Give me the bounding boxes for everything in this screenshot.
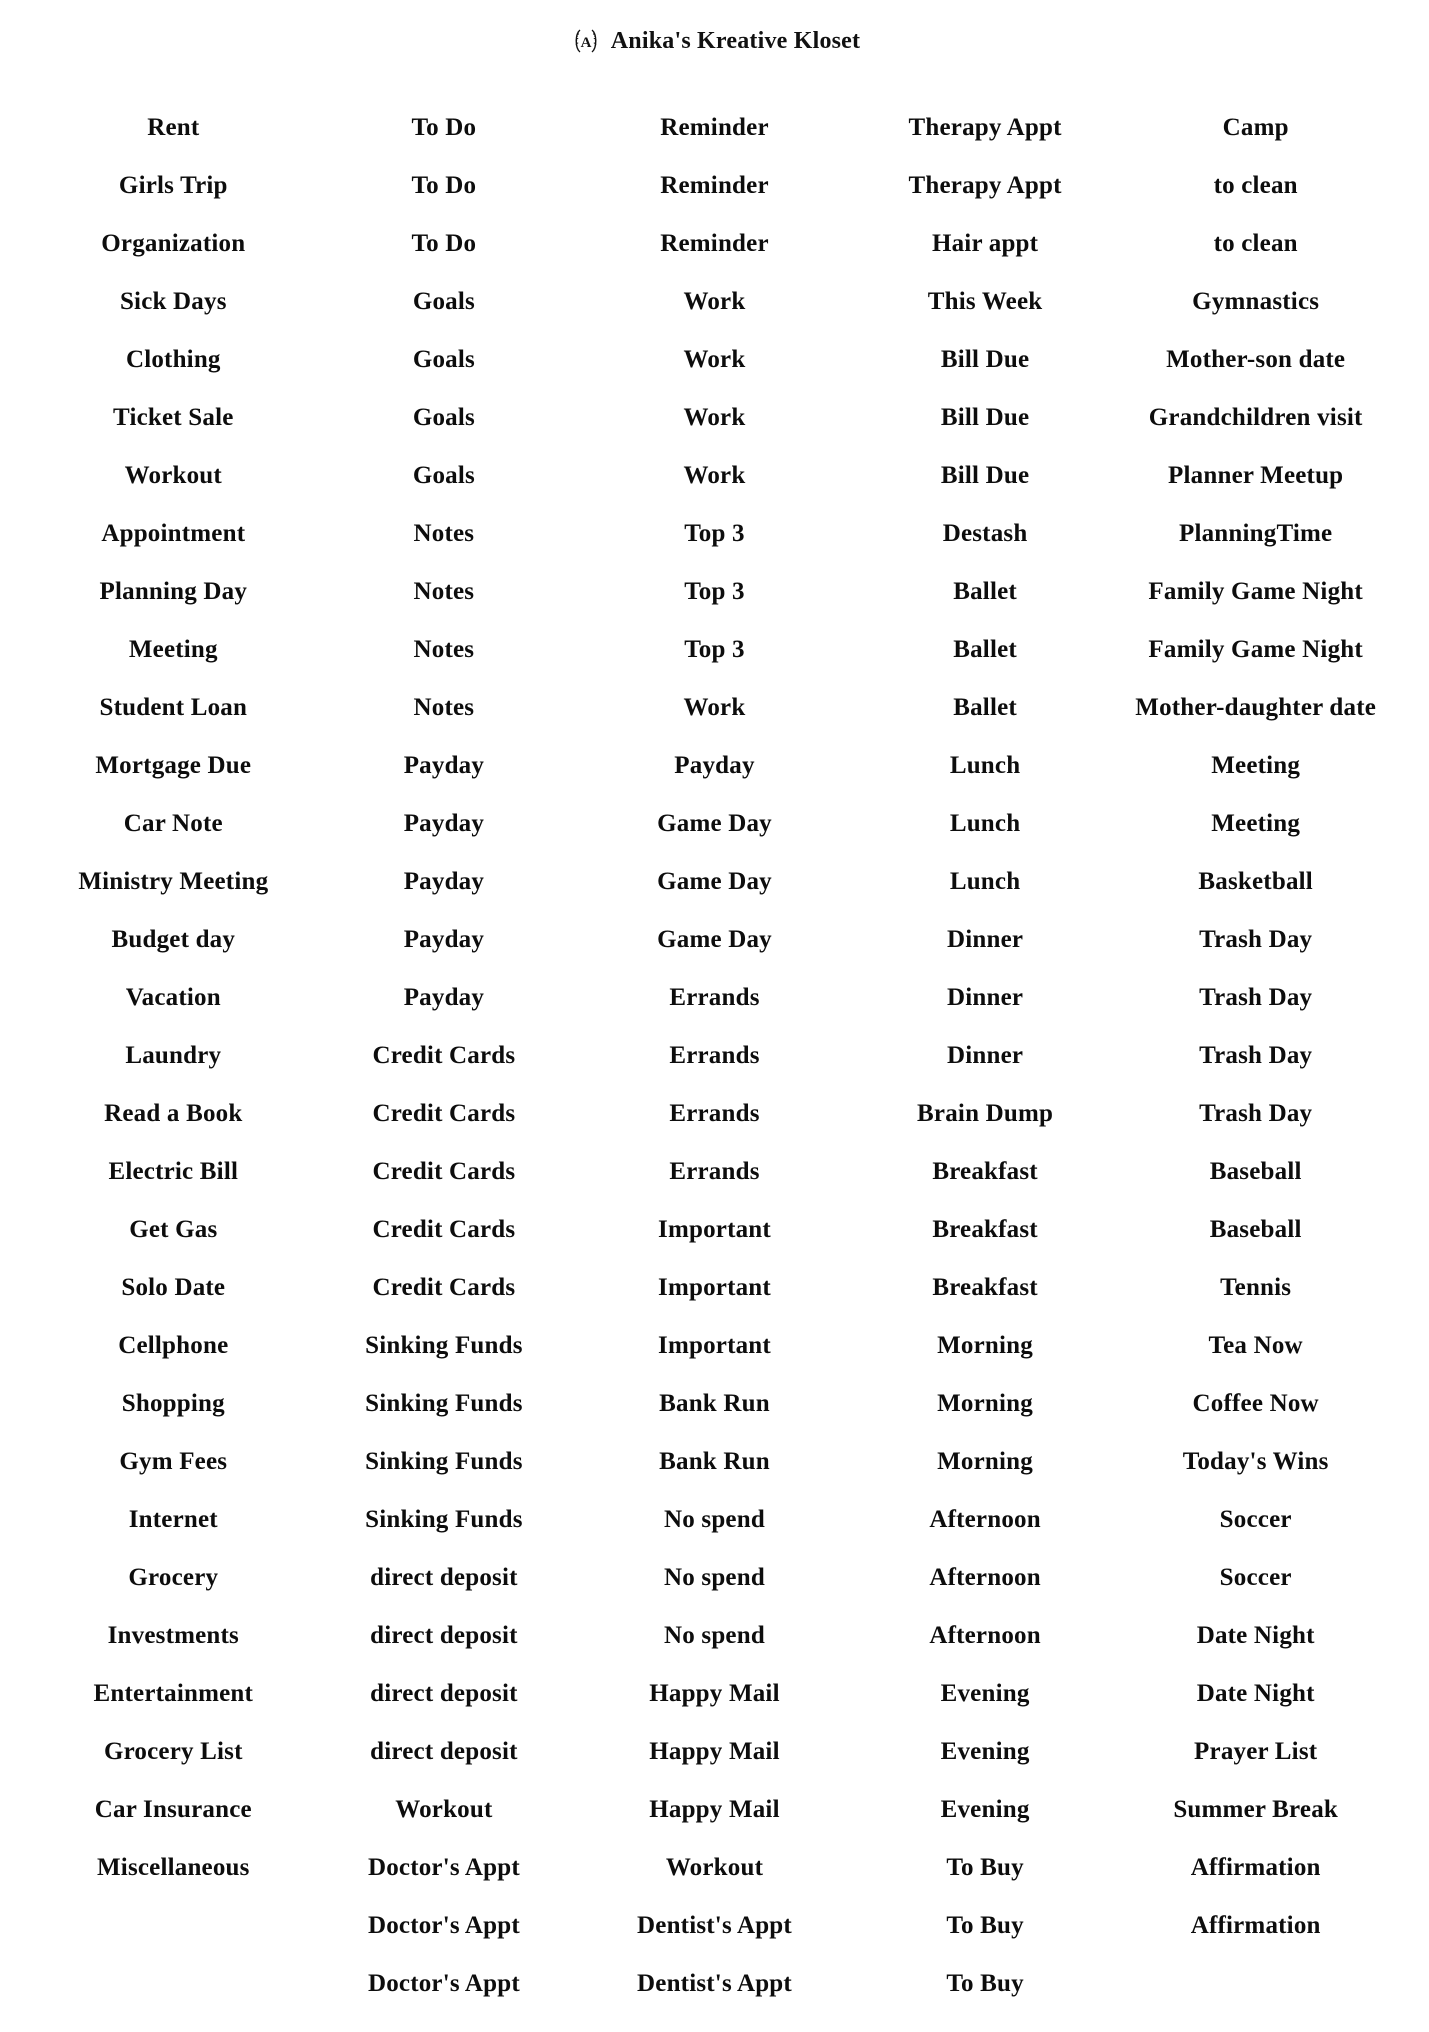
label-item[interactable]: Therapy Appt xyxy=(908,113,1062,141)
label-item[interactable]: Today's Wins xyxy=(1182,1447,1329,1475)
label-item[interactable]: To Buy xyxy=(946,1853,1024,1881)
label-item[interactable]: Therapy Appt xyxy=(908,171,1062,199)
label-item[interactable]: Mortgage Due xyxy=(95,751,252,779)
label-item[interactable]: Planner Meetup xyxy=(1168,461,1344,489)
label-item[interactable]: Happy Mail xyxy=(649,1679,780,1707)
label-item[interactable]: Summer Break xyxy=(1173,1795,1338,1823)
label-item[interactable]: Basketball xyxy=(1198,867,1313,895)
label-column-4 xyxy=(850,98,1121,2012)
label-item[interactable]: To Do xyxy=(411,229,477,257)
label-item[interactable]: Solo Date xyxy=(121,1273,226,1301)
label-item[interactable]: Doctor's Appt xyxy=(367,1911,520,1939)
label-item[interactable]: to clean xyxy=(1213,171,1298,199)
label-item[interactable]: Payday xyxy=(403,751,485,779)
label-item[interactable]: Top 3 xyxy=(684,635,745,663)
laurel-wreath-a-monogram-icon xyxy=(569,24,603,58)
label-item[interactable]: Workout xyxy=(665,1853,764,1881)
label-item[interactable]: Trash Day xyxy=(1199,925,1313,953)
label-item[interactable]: Soccer xyxy=(1219,1563,1292,1591)
label-item[interactable]: Girls Trip xyxy=(118,171,228,199)
label-item[interactable]: Credit Cards xyxy=(372,1157,516,1185)
label-item[interactable]: Soccer xyxy=(1219,1505,1292,1533)
label-item[interactable]: Dinner xyxy=(946,925,1024,953)
label-item[interactable]: Work xyxy=(683,693,746,721)
label-item[interactable]: Dinner xyxy=(946,983,1024,1011)
label-item[interactable]: Goals xyxy=(412,345,475,373)
label-item[interactable]: Car Note xyxy=(123,809,223,837)
label-item[interactable]: Top 3 xyxy=(684,577,745,605)
label-item[interactable]: Car Insurance xyxy=(94,1795,252,1823)
label-item[interactable]: Lunch xyxy=(949,809,1021,837)
label-item[interactable]: Baseball xyxy=(1209,1157,1302,1185)
label-item[interactable]: Work xyxy=(683,345,746,373)
label-item[interactable]: Ballet xyxy=(953,635,1017,663)
label-item[interactable]: Brain Dump xyxy=(917,1099,1054,1127)
label-item[interactable]: Organization xyxy=(101,229,246,257)
label-item[interactable]: Budget day xyxy=(111,925,236,953)
label-item[interactable]: Gym Fees xyxy=(119,1447,228,1475)
label-item[interactable]: Miscellaneous xyxy=(97,1853,250,1881)
label-item[interactable]: Notes xyxy=(413,693,475,721)
label-item[interactable]: direct deposit xyxy=(370,1679,518,1707)
label-item[interactable]: Afternoon xyxy=(929,1505,1041,1533)
label-item[interactable]: Bill Due xyxy=(940,345,1030,373)
label-item[interactable]: Evening xyxy=(940,1737,1030,1765)
label-item[interactable]: Doctor's Appt xyxy=(367,1853,520,1881)
label-item[interactable]: Goals xyxy=(412,461,475,489)
label-item[interactable]: Sinking Funds xyxy=(365,1389,523,1417)
label-item[interactable]: Sinking Funds xyxy=(365,1447,523,1475)
label-item[interactable]: Errands xyxy=(669,983,760,1011)
label-item[interactable]: Grocery List xyxy=(103,1737,243,1765)
label-item[interactable]: Family Game Night xyxy=(1148,577,1363,605)
label-item[interactable]: Evening xyxy=(940,1795,1030,1823)
label-item[interactable]: Affirmation xyxy=(1190,1853,1321,1881)
label-item[interactable]: Prayer List xyxy=(1194,1737,1318,1765)
label-item[interactable]: Grandchildren visit xyxy=(1148,403,1363,431)
label-item[interactable]: Meeting xyxy=(1211,809,1301,837)
label-item[interactable]: Affirmation xyxy=(1190,1911,1321,1939)
label-item[interactable]: Grocery xyxy=(128,1563,219,1591)
label-item[interactable]: direct deposit xyxy=(370,1563,518,1591)
label-item[interactable]: Trash Day xyxy=(1199,1099,1313,1127)
label-item[interactable]: Errands xyxy=(669,1041,760,1069)
label-item[interactable]: Happy Mail xyxy=(649,1737,780,1765)
label-item[interactable]: Dentist's Appt xyxy=(637,1969,792,1997)
label-item[interactable]: Lunch xyxy=(949,751,1021,779)
label-column-3 xyxy=(579,98,850,2012)
page-title: Anika's Kreative Kloset xyxy=(610,27,861,54)
label-item[interactable]: To Buy xyxy=(946,1911,1024,1939)
label-item[interactable]: No spend xyxy=(664,1505,765,1533)
label-item[interactable]: Important xyxy=(658,1273,771,1301)
label-item[interactable]: No spend xyxy=(664,1563,765,1591)
label-item[interactable]: Important xyxy=(658,1331,771,1359)
label-item[interactable]: Mother-daughter date xyxy=(1135,693,1377,721)
label-item[interactable]: to clean xyxy=(1213,229,1298,257)
svg-text:A: A xyxy=(580,35,592,51)
label-item[interactable]: Cellphone xyxy=(118,1331,229,1359)
label-item[interactable]: Happy Mail xyxy=(649,1795,780,1823)
label-item[interactable]: Coffee Now xyxy=(1192,1389,1319,1417)
label-item[interactable]: To Do xyxy=(411,113,477,141)
label-item[interactable]: Goals xyxy=(412,403,475,431)
label-item[interactable]: Trash Day xyxy=(1199,1041,1313,1069)
label-item[interactable]: Baseball xyxy=(1209,1215,1302,1243)
label-item[interactable]: Payday xyxy=(403,867,485,895)
label-item[interactable]: To Do xyxy=(411,171,477,199)
label-column-1 xyxy=(38,98,309,1896)
label-item[interactable]: Gymnastics xyxy=(1192,287,1320,315)
label-item[interactable]: Bill Due xyxy=(940,403,1030,431)
label-item[interactable]: Doctor's Appt xyxy=(367,1969,520,1997)
label-item[interactable]: Reminder xyxy=(660,229,769,257)
label-item[interactable]: Work xyxy=(683,461,746,489)
label-item[interactable]: Entertainment xyxy=(93,1679,254,1707)
label-item[interactable]: Meeting xyxy=(1211,751,1301,779)
label-item[interactable]: Payday xyxy=(403,925,485,953)
label-item[interactable]: Important xyxy=(658,1215,771,1243)
label-item[interactable]: Investments xyxy=(107,1621,239,1649)
label-item[interactable]: Workout xyxy=(124,461,222,489)
label-grid xyxy=(28,98,1401,2012)
label-item[interactable]: Reminder xyxy=(660,113,769,141)
label-item[interactable]: Date Night xyxy=(1196,1679,1315,1707)
label-item[interactable]: Mother-son date xyxy=(1166,345,1346,373)
label-item[interactable]: Bank Run xyxy=(659,1389,770,1417)
label-item[interactable]: No spend xyxy=(664,1621,765,1649)
label-item[interactable]: Rent xyxy=(147,113,200,141)
label-item[interactable]: Morning xyxy=(937,1447,1033,1475)
label-item[interactable]: Bill Due xyxy=(940,461,1030,489)
label-item[interactable]: Internet xyxy=(128,1505,218,1533)
label-item[interactable]: Goals xyxy=(412,287,475,315)
label-item[interactable]: Notes xyxy=(413,635,475,663)
label-item[interactable]: Sinking Funds xyxy=(365,1505,523,1533)
label-item[interactable]: Dinner xyxy=(946,1041,1024,1069)
label-item[interactable]: Afternoon xyxy=(929,1563,1041,1591)
label-item[interactable]: Top 3 xyxy=(684,519,745,547)
label-item[interactable]: To Buy xyxy=(946,1969,1024,1997)
label-item[interactable]: Errands xyxy=(669,1099,760,1127)
label-item[interactable]: Work xyxy=(683,287,746,315)
label-item[interactable]: Read a Book xyxy=(104,1099,243,1127)
label-item[interactable]: Game Day xyxy=(657,925,772,953)
label-item[interactable]: Workout xyxy=(395,1795,493,1823)
label-item[interactable]: Morning xyxy=(937,1389,1033,1417)
label-item[interactable]: direct deposit xyxy=(370,1621,518,1649)
label-item[interactable]: Student Loan xyxy=(99,693,248,721)
sheet-header xyxy=(28,24,1401,58)
label-item[interactable]: Get Gas xyxy=(129,1215,218,1243)
label-item[interactable]: Date Night xyxy=(1196,1621,1315,1649)
label-item[interactable]: Afternoon xyxy=(929,1621,1041,1649)
label-item[interactable]: Planning Day xyxy=(99,577,248,605)
label-item[interactable]: This Week xyxy=(927,287,1043,315)
label-item[interactable]: Clothing xyxy=(125,345,221,373)
label-item[interactable]: PlanningTime xyxy=(1178,519,1333,547)
label-item[interactable]: Shopping xyxy=(121,1389,225,1417)
label-column-5 xyxy=(1120,98,1391,1954)
label-item[interactable]: Vacation xyxy=(125,983,221,1011)
label-item[interactable]: Payday xyxy=(674,751,755,779)
label-item[interactable]: Electric Bill xyxy=(108,1157,239,1185)
label-item[interactable]: Appointment xyxy=(101,519,246,547)
label-item[interactable]: Destash xyxy=(942,519,1028,547)
label-item[interactable]: Ballet xyxy=(953,693,1017,721)
label-item[interactable]: Laundry xyxy=(125,1041,222,1069)
label-item[interactable]: Credit Cards xyxy=(372,1215,516,1243)
label-item[interactable]: Payday xyxy=(403,809,485,837)
label-item[interactable]: Work xyxy=(683,403,746,431)
label-item[interactable]: Ballet xyxy=(953,577,1017,605)
label-item[interactable]: Dentist's Appt xyxy=(637,1911,792,1939)
label-item[interactable]: Credit Cards xyxy=(372,1099,516,1127)
label-item[interactable]: Sick Days xyxy=(119,287,227,315)
label-column-2 xyxy=(309,98,580,2012)
label-item[interactable]: Credit Cards xyxy=(372,1041,516,1069)
label-item[interactable]: Sinking Funds xyxy=(365,1331,523,1359)
label-item[interactable]: Meeting xyxy=(128,635,218,663)
label-item[interactable]: direct deposit xyxy=(370,1737,518,1765)
label-item[interactable]: Tennis xyxy=(1220,1273,1292,1301)
label-item[interactable]: Game Day xyxy=(657,867,772,895)
label-item[interactable]: Credit Cards xyxy=(372,1273,516,1301)
label-item[interactable]: Evening xyxy=(940,1679,1030,1707)
label-item[interactable]: Errands xyxy=(669,1157,760,1185)
label-item[interactable]: Camp xyxy=(1222,113,1289,141)
label-item[interactable]: Reminder xyxy=(660,171,769,199)
label-item[interactable]: Payday xyxy=(403,983,485,1011)
label-item[interactable]: Bank Run xyxy=(659,1447,770,1475)
label-item[interactable]: Breakfast xyxy=(932,1157,1038,1185)
label-item[interactable]: Morning xyxy=(937,1331,1033,1359)
label-item[interactable]: Tea Now xyxy=(1208,1331,1303,1359)
label-item[interactable]: Ministry Meeting xyxy=(78,867,269,895)
label-item[interactable]: Notes xyxy=(413,519,475,547)
label-item[interactable]: Breakfast xyxy=(932,1273,1038,1301)
label-item[interactable]: Ticket Sale xyxy=(113,403,234,431)
label-item[interactable]: Notes xyxy=(413,577,475,605)
label-item[interactable]: Hair appt xyxy=(931,229,1039,257)
label-item[interactable]: Breakfast xyxy=(932,1215,1038,1243)
label-item[interactable]: Family Game Night xyxy=(1148,635,1363,663)
label-item[interactable]: Game Day xyxy=(657,809,772,837)
label-item[interactable]: Lunch xyxy=(949,867,1021,895)
label-item[interactable]: Trash Day xyxy=(1199,983,1313,1011)
